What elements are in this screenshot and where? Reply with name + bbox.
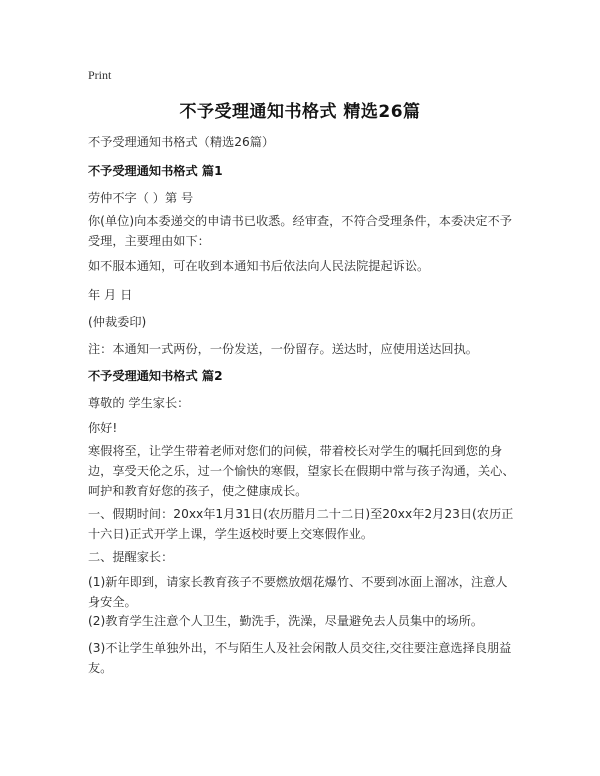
section-heading-2: 不予受理通知书格式 篇2 — [88, 369, 223, 383]
paragraph: 如不服本通知，可在收到本通知书后依法向人民法院提起诉讼。 — [88, 259, 430, 273]
paragraph: (3)不让学生单独外出，不与陌生人及社会闲散人员交往,交往要注意选择良朋益友。 — [88, 641, 512, 675]
document-subtitle: 不予受理通知书格式（精选26篇） — [88, 135, 275, 149]
paragraph: (仲裁委印) — [88, 315, 147, 329]
paragraph: 尊敬的 学生家长： — [88, 396, 190, 410]
paragraph: (2)教育学生注意个人卫生，勤洗手，洗澡，尽量避免去人员集中的场所。 — [88, 614, 484, 628]
paragraph: 你(单位)向本委递交的申请书已收悉。经审查，不符合受理条件，本委决定不予受理，主要理由如下： — [88, 214, 512, 248]
paragraph: 年 月 日 — [88, 288, 133, 302]
paragraph: 一、假期时间：20xx年1月31日(农历腊月二十二日)至20xx年2月23日(农历正十六日)正式开学上课，学生返校时要上交寒假作业。 — [88, 507, 514, 541]
paragraph: 注：本通知一式两份，一份发送，一份留存。送达时，应使用送达回执。 — [88, 342, 478, 356]
paragraph: 二、提醒家长： — [88, 550, 174, 564]
paragraph: 寒假将至，让学生带着老师对您们的问候，带着校长对学生的嘱托回到您的身边，享受天伦之乐，过一个愉快的寒假，望家长在假期中常与孩子沟通，关心、呵护和教育好您的孩子，使之健康成长。 — [88, 444, 515, 498]
print-label: Print — [88, 68, 112, 82]
document-title: 不予受理通知书格式 精选26篇 — [179, 102, 421, 122]
paragraph: 你好! — [88, 421, 118, 435]
paragraph: (1)新年即到，请家长教育孩子不要燃放烟花爆竹、不要到冰面上溜冰，注意人身安全。 — [88, 575, 508, 609]
paragraph: 劳仲不字（ ）第 号 — [88, 191, 194, 205]
section-heading-1: 不予受理通知书格式 篇1 — [88, 164, 223, 178]
